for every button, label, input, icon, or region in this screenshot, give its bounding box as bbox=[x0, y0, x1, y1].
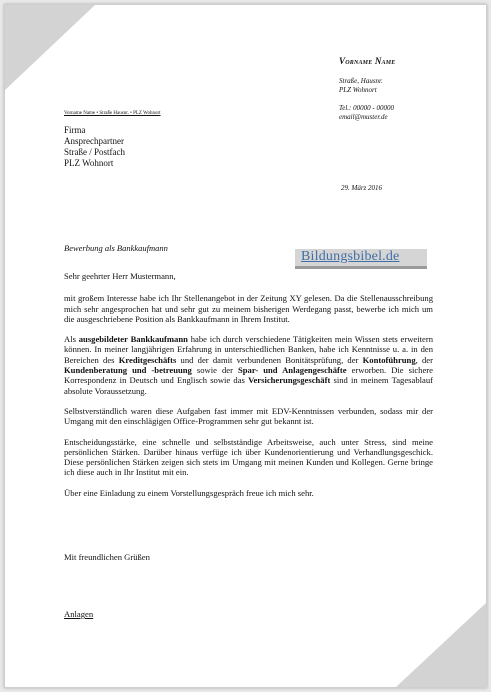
recipient-company: Firma bbox=[64, 125, 86, 135]
recipient-street: Straße / Postfach bbox=[64, 147, 125, 157]
highlight-versicherung: Versicherungsgeschäft bbox=[248, 375, 331, 386]
recipient-city: PLZ Wohnort bbox=[64, 158, 114, 168]
paragraph-interest: mit großem Interesse habe ich Ihr Stellenangebot in der Zeitung XY gelesen. Da die Stellenausschreibung mich sehr angesprochen hat und sehr gut zu meinem bisherigen Werdegang passt, bewerbe ich mich um die ausgeschriebene Position als Bankkaufmann in Ihrem Institut. bbox=[64, 293, 433, 324]
salutation: Sehr geehrter Herr Mustermann, bbox=[64, 271, 176, 281]
return-address-line: Vorname Name • Straße Hausnr. • PLZ Wohnort bbox=[64, 111, 161, 116]
sender-name: Vorname Name bbox=[339, 56, 396, 66]
sender-block bbox=[339, 57, 396, 122]
highlight-kreditgeschaeft: Kreditgeschäfts bbox=[118, 354, 177, 365]
recipient-contact: Ansprechpartner bbox=[64, 136, 124, 146]
paragraph-invitation: Über eine Einladung zu einem Vorstellungsgespräch freue ich mich sehr. bbox=[64, 487, 314, 498]
sender-email: email@muster.de bbox=[339, 113, 388, 121]
decorative-triangle-top bbox=[5, 5, 95, 90]
logo-underline-bar bbox=[295, 266, 427, 269]
recipient-block bbox=[64, 125, 125, 169]
letter-date: 29. März 2016 bbox=[341, 184, 383, 192]
logo-banner[interactable] bbox=[295, 249, 427, 269]
subject-line: Bewerbung als Bankkaufmann bbox=[64, 243, 168, 253]
highlight-kontofuehrung: Kontoführung bbox=[362, 354, 416, 365]
letter-page bbox=[4, 4, 487, 688]
highlight-bankkaufmann: ausgebildeter Bankkaufmann bbox=[78, 334, 188, 345]
sender-city: PLZ Wohnort bbox=[339, 86, 377, 94]
sender-street: Straße, Hausnr. bbox=[339, 77, 383, 85]
paragraph-strengths: Entscheidungsstärke, eine schnelle und selbstständige Arbeitsweise, auch unter Stress, sind meine persönlichen Stärken. Darüber hinaus verfüge ich über Kundenorientierung und Verhandlungsgeschick. Diese persönlichen Stärken zeigen sich stets im Umgang mit meinen Kunden und Kollegen. Gerne bringe ich diese auch in Ihr Institut mit ein. bbox=[64, 436, 433, 478]
sender-phone: Tel.: 00000 - 00000 bbox=[339, 104, 394, 112]
paragraph-experience: Als ausgebildeter Bankkaufmann habe ich durch verschiedene Tätigkeiten mein Wissen stets erweitern können. In meiner langjährigen Erfahrung in unterschiedlichen Banken, habe ich Kenntnisse u. a. in den Bereichen des Kreditgeschäfts und der damit verbundenen Bonitätsprüfung, der Kontoführung, der Kundenberatung und -betreuung sowie der Spar- und Anlagengeschäfte erworben. Die sichere Korrespondenz in Deutsch und Englisch sowie das Versicherungsgeschäft sind in meinem Tagesablauf absolute Voraussetzung. bbox=[64, 334, 433, 396]
closing-line: Mit freundlichen Grüßen bbox=[64, 552, 150, 562]
logo-link[interactable]: Bildungsbibel.de bbox=[301, 249, 400, 264]
decorative-triangle-bottom bbox=[396, 603, 486, 687]
attachments-label: Anlagen bbox=[64, 609, 94, 619]
letter-body bbox=[64, 271, 433, 508]
paragraph-edv: Selbstverständlich waren diese Aufgaben fast immer mit EDV-Kenntnissen verbunden, sodass mir der Umgang mit den einschlägigen Office-Programmen sehr gut bekannt ist. bbox=[64, 405, 433, 427]
highlight-kundenberatung: Kundenberatung und -betreuung bbox=[64, 365, 192, 376]
highlight-anlagengeschaefte: Spar- und Anlagengeschäfte bbox=[237, 365, 347, 376]
